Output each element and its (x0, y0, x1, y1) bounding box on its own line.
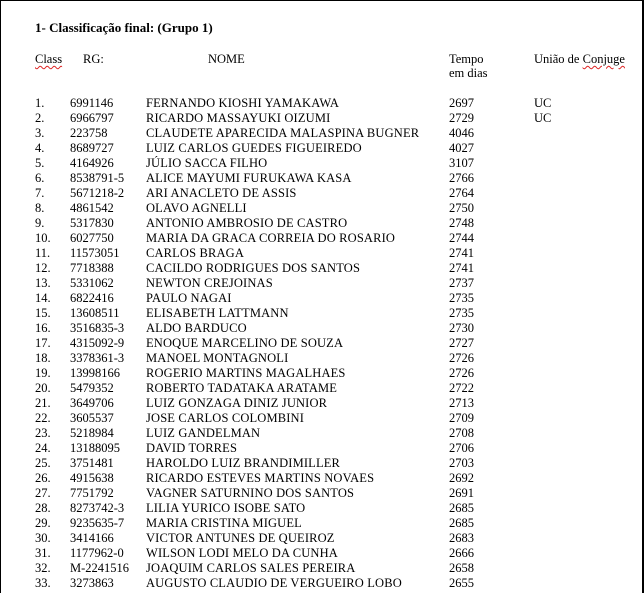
table-row (0, 171, 644, 186)
row-rg: 4164926 (70, 156, 114, 170)
row-nome: ROBERTO TADATAKA ARATAME (146, 381, 338, 395)
row-nome: HAROLDO LUIZ BRANDIMILLER (146, 456, 341, 470)
row-nome: MARIA DA GRACA CORREIA DO ROSARIO (146, 231, 396, 245)
row-rg: 3414166 (70, 531, 114, 545)
row-rg: 6822416 (70, 291, 114, 305)
row-rg: 5331062 (70, 276, 114, 290)
table-row (0, 156, 644, 171)
row-class-number: 31. (35, 546, 51, 560)
row-tempo: 2666 (449, 546, 474, 560)
row-rg: 7718388 (70, 261, 114, 275)
header-tempo-line2: em dias (449, 66, 488, 80)
row-class-number: 29. (35, 516, 51, 530)
header-tempo (449, 52, 488, 80)
table-row (0, 471, 644, 486)
row-rg: 4915638 (70, 471, 114, 485)
row-class-number: 15. (35, 306, 51, 320)
row-tempo: 2697 (449, 96, 474, 110)
row-tempo: 2726 (449, 351, 474, 365)
row-nome: LUIZ CARLOS GUEDES FIGUEIREDO (146, 141, 362, 155)
row-class-number: 23. (35, 426, 51, 440)
row-nome: VAGNER SATURNINO DOS SANTOS (146, 486, 355, 500)
row-rg: 8689727 (70, 141, 114, 155)
classification-table (0, 96, 644, 591)
row-tempo: 2727 (449, 336, 474, 350)
row-class-number: 17. (35, 336, 51, 350)
row-tempo: 2685 (449, 516, 474, 530)
row-tempo: 2713 (449, 396, 474, 410)
row-nome: ALDO BARDUCO (146, 321, 247, 335)
row-class-number: 16. (35, 321, 51, 335)
row-tempo: 2683 (449, 531, 474, 545)
row-nome: JÚLIO SACCA FILHO (146, 156, 268, 170)
row-class-number: 24. (35, 441, 51, 455)
table-row (0, 486, 644, 501)
row-nome: LUIZ GANDELMAN (146, 426, 261, 440)
row-nome: OLAVO AGNELLI (146, 201, 247, 215)
table-row (0, 141, 644, 156)
table-row (0, 186, 644, 201)
table-row (0, 306, 644, 321)
row-nome: LILIA YURICO ISOBE SATO (146, 501, 306, 515)
row-class-number: 4. (35, 141, 45, 155)
row-nome: JOSE CARLOS COLOMBINI (146, 411, 305, 425)
row-nome: RICARDO MASSAYUKI OIZUMI (146, 111, 331, 125)
row-nome: ENOQUE MARCELINO DE SOUZA (146, 336, 344, 350)
row-class-number: 11. (35, 246, 51, 260)
row-class-number: 2. (35, 111, 45, 125)
row-rg: 3605537 (70, 411, 114, 425)
table-row (0, 216, 644, 231)
row-nome: FERNANDO KIOSHI YAMAKAWA (146, 96, 340, 110)
row-nome: DAVID TORRES (146, 441, 238, 455)
table-row (0, 456, 644, 471)
row-rg: 6966797 (70, 111, 114, 125)
row-uniao: UC (534, 96, 552, 110)
row-tempo: 2741 (449, 261, 474, 275)
table-row (0, 246, 644, 261)
header-class-label: Class (35, 52, 63, 66)
row-nome: WILSON LODI MELO DA CUNHA (146, 546, 338, 560)
table-row (0, 126, 644, 141)
row-tempo: 2722 (449, 381, 474, 395)
row-rg: 3378361-3 (70, 351, 125, 365)
row-class-number: 22. (35, 411, 51, 425)
row-rg: 13188095 (70, 441, 120, 455)
row-tempo: 4027 (449, 141, 474, 155)
table-row (0, 381, 644, 396)
row-rg: 1177962-0 (70, 546, 124, 560)
page-border-top (0, 0, 644, 1)
row-nome: MANOEL MONTAGNOLI (146, 351, 289, 365)
row-nome: JOAQUIM CARLOS SALES PEREIRA (146, 561, 356, 575)
row-tempo: 2658 (449, 561, 474, 575)
row-rg: 3751481 (70, 456, 114, 470)
row-tempo: 2708 (449, 426, 474, 440)
row-tempo: 2706 (449, 441, 474, 455)
header-uniao (534, 52, 625, 66)
row-rg: 13608511 (70, 306, 120, 320)
row-nome: LUIZ GONZAGA DINIZ JUNIOR (146, 396, 328, 410)
row-tempo: 2748 (449, 216, 474, 230)
row-class-number: 28. (35, 501, 51, 515)
row-class-number: 6. (35, 171, 45, 185)
row-tempo: 2750 (449, 201, 474, 215)
row-class-number: 19. (35, 366, 51, 380)
row-class-number: 5. (35, 156, 45, 170)
row-class-number: 14. (35, 291, 51, 305)
table-row (0, 366, 644, 381)
table-row (0, 201, 644, 216)
row-nome: MARIA CRISTINA MIGUEL (146, 516, 302, 530)
row-class-number: 3. (35, 126, 45, 140)
row-tempo: 2735 (449, 291, 474, 305)
header-uniao-part2: Conjuge (582, 52, 625, 66)
row-nome: RICARDO ESTEVES MARTINS NOVAES (146, 471, 375, 485)
row-rg: 223758 (70, 126, 108, 140)
row-rg: 4861542 (70, 201, 114, 215)
row-tempo: 2766 (449, 171, 474, 185)
row-rg: 5479352 (70, 381, 114, 395)
row-uniao: UC (534, 111, 552, 125)
row-class-number: 20. (35, 381, 51, 395)
row-class-number: 25. (35, 456, 51, 470)
table-row (0, 426, 644, 441)
row-tempo: 3107 (449, 156, 474, 170)
row-rg: 9235635-7 (70, 516, 125, 530)
row-rg: 5671218-2 (70, 186, 125, 200)
row-nome: CARLOS BRAGA (146, 246, 244, 260)
table-row (0, 501, 644, 516)
row-tempo: 2729 (449, 111, 474, 125)
row-tempo: 2685 (449, 501, 474, 515)
row-tempo: 2737 (449, 276, 474, 290)
header-tempo-line1: Tempo (449, 52, 484, 66)
row-rg: 3649706 (70, 396, 114, 410)
row-nome: NEWTON CREJOINAS (146, 276, 273, 290)
row-class-number: 1. (35, 96, 45, 110)
row-nome: ARI ANACLETO DE ASSIS (146, 186, 297, 200)
document-title: 1- Classificação final: (Grupo 1) (35, 20, 213, 35)
table-row (0, 576, 644, 591)
row-tempo: 2735 (449, 306, 474, 320)
row-rg: 7751792 (70, 486, 114, 500)
row-nome: CACILDO RODRIGUES DOS SANTOS (146, 261, 361, 275)
table-row (0, 291, 644, 306)
row-class-number: 8. (35, 201, 45, 215)
row-class-number: 30. (35, 531, 51, 545)
row-class-number: 9. (35, 216, 45, 230)
table-row (0, 111, 644, 126)
header-nome: NOME (208, 52, 245, 66)
row-rg: 3273863 (70, 576, 114, 590)
table-row (0, 96, 644, 111)
row-nome: ELISABETH LATTMANN (146, 306, 289, 320)
table-row (0, 546, 644, 561)
row-tempo: 2741 (449, 246, 474, 260)
row-class-number: 10. (35, 231, 51, 245)
table-row (0, 336, 644, 351)
table-row (0, 261, 644, 276)
table-row (0, 441, 644, 456)
table-row (0, 561, 644, 576)
row-class-number: 13. (35, 276, 51, 290)
row-class-number: 27. (35, 486, 51, 500)
row-tempo: 2730 (449, 321, 474, 335)
row-rg: 6991146 (70, 96, 114, 110)
table-row (0, 351, 644, 366)
row-nome: AUGUSTO CLAUDIO DE VERGUEIRO LOBO (146, 576, 402, 590)
header-rg: RG: (83, 52, 104, 66)
row-class-number: 18. (35, 351, 51, 365)
row-nome: ANTONIO AMBROSIO DE CASTRO (146, 216, 348, 230)
row-nome: ROGERIO MARTINS MAGALHAES (146, 366, 346, 380)
row-rg: 6027750 (70, 231, 114, 245)
row-nome: CLAUDETE APARECIDA MALASPINA BUGNER (146, 126, 420, 140)
row-nome: PAULO NAGAI (146, 291, 232, 305)
row-rg: M-2241516 (70, 561, 130, 575)
row-nome: VICTOR ANTUNES DE QUEIROZ (146, 531, 335, 545)
row-class-number: 33. (35, 576, 51, 590)
row-tempo: 2655 (449, 576, 474, 590)
table-row (0, 531, 644, 546)
header-class (35, 52, 62, 66)
row-rg: 8273742-3 (70, 501, 125, 515)
row-rg: 8538791-5 (70, 171, 125, 185)
row-rg: 13998166 (70, 366, 120, 380)
row-tempo: 2703 (449, 456, 474, 470)
table-row (0, 411, 644, 426)
row-class-number: 21. (35, 396, 51, 410)
row-rg: 4315092-9 (70, 336, 125, 350)
row-class-number: 26. (35, 471, 51, 485)
row-tempo: 2726 (449, 366, 474, 380)
row-tempo: 2691 (449, 486, 474, 500)
row-tempo: 2709 (449, 411, 474, 425)
row-rg: 5317830 (70, 216, 114, 230)
row-tempo: 2692 (449, 471, 474, 485)
row-nome: ALICE MAYUMI FURUKAWA KASA (146, 171, 352, 185)
table-row (0, 321, 644, 336)
table-row (0, 516, 644, 531)
row-rg: 3516835-3 (70, 321, 125, 335)
row-rg: 11573051 (70, 246, 120, 260)
row-tempo: 4046 (449, 126, 474, 140)
row-tempo: 2744 (449, 231, 474, 245)
table-row (0, 231, 644, 246)
header-uniao-part1: União de (534, 52, 583, 66)
row-rg: 5218984 (70, 426, 114, 440)
table-row (0, 276, 644, 291)
row-class-number: 32. (35, 561, 51, 575)
table-row (0, 396, 644, 411)
row-class-number: 7. (35, 186, 45, 200)
row-class-number: 12. (35, 261, 51, 275)
row-tempo: 2764 (449, 186, 474, 200)
